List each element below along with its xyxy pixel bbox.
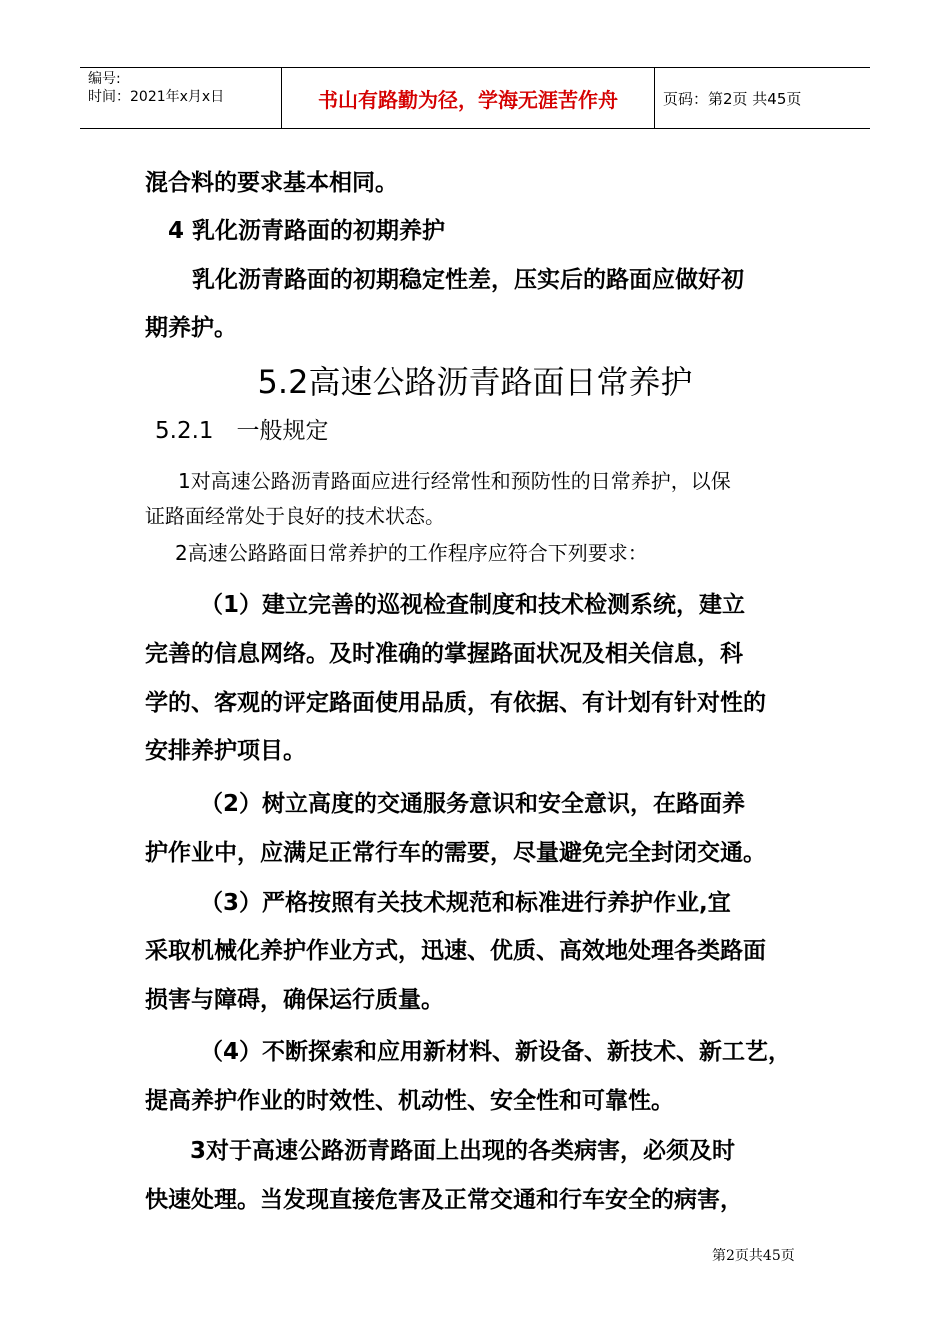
list-item-line: （1）建立完善的巡视检查制度和技术检测系统，建立 bbox=[200, 592, 746, 618]
body-line: 证路面经常处于良好的技术状态。 bbox=[145, 504, 445, 528]
list-item-line: 安排养护项目。 bbox=[145, 738, 306, 764]
header-motto: 书山有路勤为径，学海无涯苦作舟 bbox=[318, 88, 618, 112]
page-footer: 第2页共45页 bbox=[712, 1248, 795, 1264]
subheading-emulsified-asphalt: 4 乳化沥青路面的初期养护 bbox=[168, 218, 446, 244]
header-page-info: 页码：第2页 共45页 bbox=[663, 90, 802, 108]
header-motto-cell bbox=[282, 68, 655, 128]
list-item-line: 采取机械化养护作业方式，迅速、优质、高效地处理各类路面 bbox=[145, 938, 766, 964]
header-page-cell bbox=[655, 68, 870, 128]
list-item-line: （3）严格按照有关技术规范和标准进行养护作业,宜 bbox=[200, 890, 731, 916]
section-title: 5.2高速公路沥青路面日常养护 bbox=[257, 363, 693, 401]
body-line: 1对高速公路沥青路面应进行经常性和预防性的日常养护，以保 bbox=[178, 469, 731, 493]
document-number-label: 编号: bbox=[88, 71, 121, 87]
list-item-line: 学的、客观的评定路面使用品质，有依据、有计划有针对性的 bbox=[145, 690, 766, 716]
header-meta-cell bbox=[80, 68, 282, 128]
body-line: 2高速公路路面日常养护的工作程序应符合下列要求： bbox=[175, 541, 648, 565]
body-line: 乳化沥青路面的初期稳定性差，压实后的路面应做好初 bbox=[192, 267, 744, 293]
document-header bbox=[80, 67, 870, 129]
subsection-heading: 5.2.1 一般规定 bbox=[155, 418, 329, 444]
list-item-line: （2）树立高度的交通服务意识和安全意识，在路面养 bbox=[200, 791, 746, 817]
body-line: 快速处理。当发现直接危害及正常交通和行车安全的病害， bbox=[145, 1187, 743, 1213]
document-time-label: 时间：2021年x月x日 bbox=[88, 89, 225, 105]
body-line: 3对于高速公路沥青路面上出现的各类病害，必须及时 bbox=[190, 1138, 736, 1164]
list-item-line: （4）不断探索和应用新材料、新设备、新技术、新工艺， bbox=[200, 1039, 792, 1065]
list-item-line: 损害与障碍，确保运行质量。 bbox=[145, 987, 444, 1013]
body-line: 混合料的要求基本相同。 bbox=[145, 170, 398, 196]
body-line: 期养护。 bbox=[145, 315, 237, 341]
list-item-line: 护作业中，应满足正常行车的需要，尽量避免完全封闭交通。 bbox=[145, 840, 766, 866]
list-item-line: 完善的信息网络。及时准确的掌握路面状况及相关信息，科 bbox=[145, 641, 743, 667]
list-item-line: 提高养护作业的时效性、机动性、安全性和可靠性。 bbox=[145, 1088, 674, 1114]
